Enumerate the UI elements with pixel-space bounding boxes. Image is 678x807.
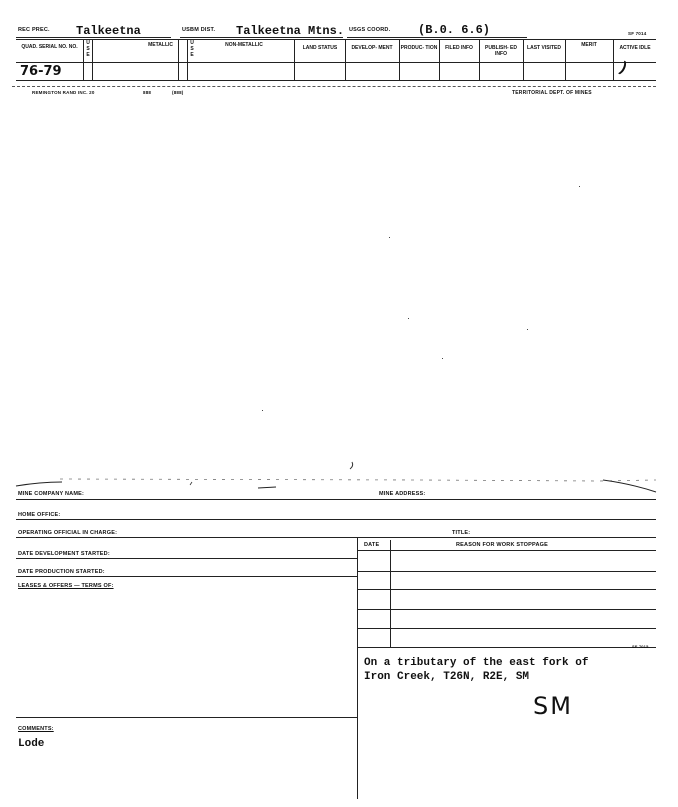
title-label: TITLE:	[452, 530, 471, 536]
center-divider	[357, 537, 358, 799]
col-non-metallic: NON-METALLIC	[225, 42, 263, 48]
quad-serial-value: 76-79	[20, 64, 62, 79]
col-development: DEVELOP- MENT	[351, 45, 393, 51]
stoppage-date-divider	[390, 540, 391, 647]
usgs-coord-label: USGS COORD.	[349, 27, 391, 33]
date-development-label: DATE DEVELOPMENT STARTED:	[18, 551, 110, 557]
printer-code: 888	[143, 90, 152, 95]
comments-top-line	[16, 717, 357, 718]
col-published-info: PUBLISH- ED INFO	[485, 45, 517, 57]
stoppage-header-line	[358, 550, 656, 551]
mine-company-line	[16, 499, 656, 500]
date-production-label: DATE PRODUCTION STARTED:	[18, 569, 105, 575]
stoppage-bottom-line	[358, 647, 656, 648]
home-office-label: HOME OFFICE:	[18, 512, 61, 518]
home-office-line	[16, 519, 656, 520]
rec-prec-label: REC PREC.	[18, 27, 50, 33]
col-use-nonmetallic: U S E	[190, 40, 194, 58]
department-name: TERRITORIAL DEPT. OF MINES	[512, 90, 592, 96]
col-metallic: METALLIC	[148, 42, 173, 48]
printer-imprint: REMINGTON RAND INC. 20	[32, 90, 95, 95]
mine-company-label: MINE COMPANY NAME:	[18, 491, 85, 497]
col-active-idle: ACTIVE IDLE	[619, 45, 651, 51]
col-quad-serial: QUAD. SERIAL NO. NO.	[21, 44, 78, 50]
operating-official-line	[16, 537, 656, 538]
location-description	[364, 656, 588, 684]
usbm-dist-value: Talkeetna Mtns.	[236, 24, 345, 38]
reason-label: REASON FOR WORK STOPPAGE	[456, 542, 548, 548]
stoppage-row-line	[358, 589, 656, 590]
stoppage-row-line	[358, 571, 656, 572]
active-idle-mark: )	[617, 58, 630, 77]
col-production: PRODUC- TION	[400, 45, 438, 51]
form-number: SF 7014	[628, 31, 647, 36]
col-use-metallic: U S E	[86, 40, 90, 58]
leases-offers-label: LEASES & OFFERS — TERMS OF:	[18, 583, 114, 589]
comments-label: COMMENTS:	[18, 726, 54, 732]
date-label: DATE	[364, 542, 380, 548]
stoppage-row-line	[358, 628, 656, 629]
col-land-status: LAND STATUS	[302, 45, 338, 51]
usbm-dist-label: USBM DIST.	[182, 27, 216, 33]
location-line-1: On a tributary of the east fork of	[364, 657, 589, 669]
usgs-coord-value: (B.0. 6.6)	[418, 23, 491, 37]
mine-address-label: MINE ADDRESS:	[379, 491, 426, 497]
col-merit: MERIT	[581, 42, 597, 48]
rec-prec-value: Talkeetna	[76, 24, 141, 38]
handwritten-note: SM	[533, 692, 573, 720]
stoppage-row-line	[358, 609, 656, 610]
printer-code-2: (888)	[172, 90, 184, 95]
location-line-2: Iron Creek, T26N, R2E, SM	[364, 671, 530, 683]
date-production-line	[16, 576, 357, 577]
col-filed-info: FILED INFO	[445, 45, 473, 51]
date-development-line	[16, 558, 357, 559]
col-last-visited: LAST VISITED	[527, 45, 561, 51]
operating-official-label: OPERATING OFFICIAL IN CHARGE:	[18, 530, 118, 536]
comments-value: Lode	[18, 738, 45, 750]
form-number-2: SF 7015	[632, 644, 649, 649]
